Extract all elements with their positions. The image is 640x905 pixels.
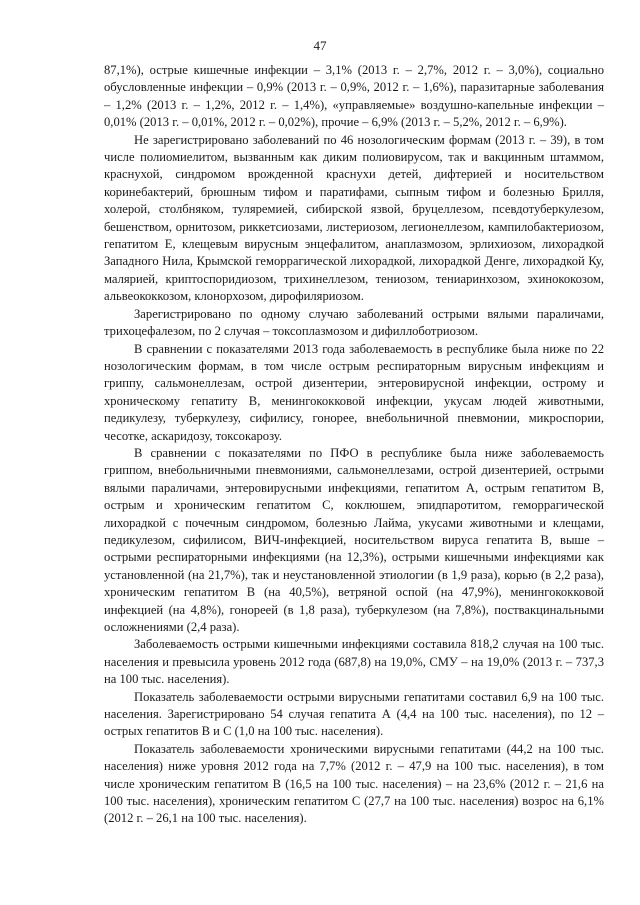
paragraph-8: Показатель заболеваемости хроническими вирусными гепатитами (44,2 на 100 тыс. населения) ниже уровня 2012 года на 7,7% (2012 г. – 47,9 на 100 тыс. населения), в том числе хроническим гепатитом В (16,5 на 100 тыс. населения) – на 23,6% (2012 г. – 21,6 на 100 тыс. населения), хроническим гепатитом С (27,7 на 100 тыс. населения) возрос на 6,1% (2012 г. – 26,1 на 100 тыс. населения). [104,741,604,826]
paragraph-1: 87,1%), острые кишечные инфекции – 3,1% (2013 г. – 2,7%, 2012 г. – 3,0%), социально обусловленные инфекции – 0,9% (2013 г. – 0,9%, 2012 г. – 1,6%), паразитарные заболевания – 1,2% (2013 г. – 1,2%, 2012 г. – 1,4%), «управляемые» воздушно-капельные инфекции – 0,01% (2013 г. – 0,01%, 2012 г. – 0,02%), прочие – 6,9% (2013 г. – 5,2%, 2012 г. – 6,9%). [104,63,604,130]
body-text [104,62,604,828]
paragraph-4: В сравнении с показателями 2013 года заболеваемость в республике была ниже по 22 нозологическим формам, в том числе острым респираторным вирусным инфекциям и гриппу, сальмонеллезам, острой дизентерии, энтеровирусной инфекции, острому и хроническому гепатиту В, менингококковой инфекции, укусам людей животными, педикулезу, туберкулезу, сифилису, гонорее, внебольничной пневмонии, микроспории, чесотке, аскаридозу, токсокарозу. [104,341,604,443]
paragraph-3: Зарегистрировано по одному случаю заболеваний острыми вялыми параличами, трихоцефалезом, по 2 случая – токсоплазмозом и дифиллоботриозом. [104,306,604,339]
paragraph-7: Показатель заболеваемости острыми вирусными гепатитами составил 6,9 на 100 тыс. населения. Зарегистрировано 54 случая гепатита А (4,4 на 100 тыс. населения), по 12 – острых гепатитов В и С (1,0 на 100 тыс. населения). [104,689,604,739]
paragraph-2: Не зарегистрировано заболеваний по 46 нозологическим формам (2013 г. – 39), в том числе полиомиелитом, вызванным как диким полиовирусом, так и вакцинным штаммом, краснухой, синдромом врожденной краснухи детей, дифтерией и носительством коринебактерий, брюшным тифом и паратифами, сыпным тифом и болезнью Брилля, холерой, столбняком, туляремией, сибирской язвой, бруцеллезом, псевдотуберкулезом, бешенством, орнитозом, риккетсиозами, листериозом, легионеллезом, кампилобактериозом, гепатитом Е, клещевым вирусным энцефалитом, анаплазмозом, эрлихиозом, лихорадкой Западного Нила, Крымской геморрагической лихорадкой, лихорадкой Денге, лихорадкой Ку, малярией, криптоспоридиозом, трихинеллезом, тениозом, тениаринхозом, эхинококозом, альвеококкозом, клонорхозом, дирофиляриозом. [104,132,604,304]
paragraph-6: Заболеваемость острыми кишечными инфекциями составила 818,2 случая на 100 тыс. населения и превысила уровень 2012 года (687,8) на 19,0%, СМУ – на 19,0% (2013 г. – 737,3 на 100 тыс. населения). [104,637,604,687]
page-number: 47 [313,38,327,53]
paragraph-5: В сравнении с показателями по ПФО в республике была ниже заболеваемость гриппом, внебольничными пневмониями, сальмонеллезами, острой дизентерией, острыми вялыми параличами, энтеровирусными инфекциями, гепатитом А, острым гепатитом В, острым и хроническим гепатитом С, коклюшем, эпидпаротитом, геморрагической лихорадкой с почечным синдромом, болезнью Лайма, укусами животными и клещами, педикулезом, сифилисом, ВИЧ-инфекцией, носительством вируса гепатита В, выше – острыми респираторными инфекциями (на 12,3%), острыми кишечными инфекциями как установленной (на 21,7%), так и неустановленной этиологии (в 1,9 раза), корью (в 2,2 раза), хроническим гепатитом В (на 40,5%), ветряной оспой (на 47,9%), менингококковой инфекцией (на 4,8%), гонореей (в 1,8 раза), туберкулезом (на 7,8%), поствакцинальными осложнениями (2,4 раза). [104,445,604,634]
